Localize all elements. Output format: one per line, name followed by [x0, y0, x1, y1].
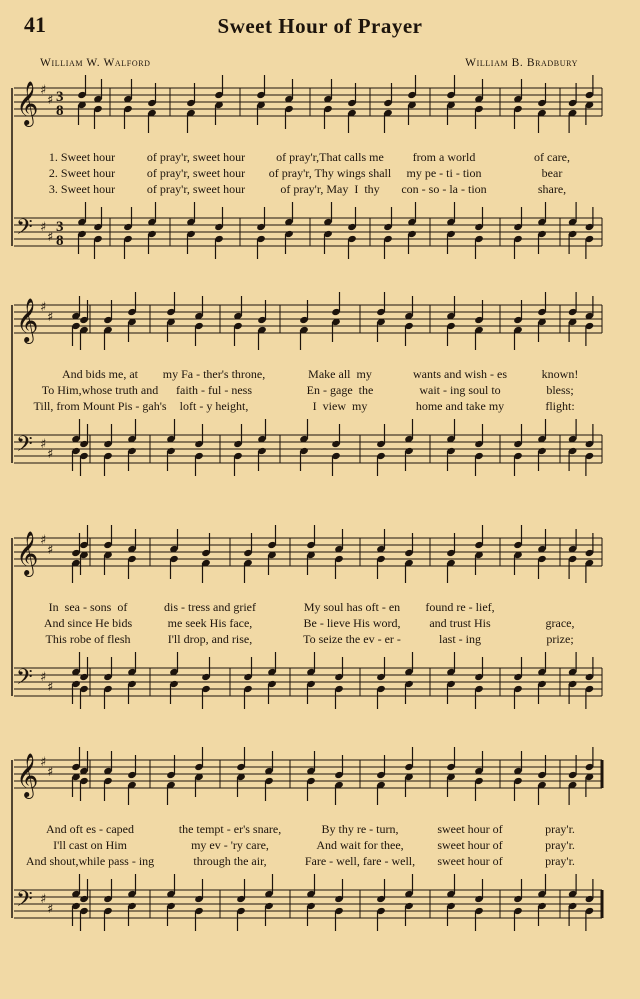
- lyric-segment: of pray'r, Thy wings shall: [268, 166, 392, 180]
- lyric-segment: home and take my: [415, 399, 505, 413]
- lyric-segment: This robe of flesh: [45, 632, 131, 646]
- lyric-segment: found re - lief,: [425, 600, 495, 614]
- lyric-segment: In sea - sons of: [48, 600, 128, 614]
- lyric-segment: wants and wish - es: [413, 367, 507, 381]
- bass-clef-icon: 𝄢: [16, 432, 33, 462]
- lyric-segment: To Him,whose truth and: [41, 383, 159, 397]
- lyric-segment: bear: [541, 166, 563, 180]
- treble-clef-icon: 𝄞: [16, 753, 39, 797]
- sharp-icon: ♯: [47, 543, 54, 558]
- lyric-segment: pray'r.: [545, 838, 575, 852]
- lyric-segment: me seek His face,: [167, 616, 253, 630]
- lyric-segment: sweet hour of: [437, 838, 503, 852]
- lyric-segment: grace,: [545, 616, 575, 630]
- hymn-number: 41: [24, 12, 46, 37]
- lyric-segment: En - gage the: [306, 383, 374, 397]
- lyric-segment: I view my: [312, 399, 368, 413]
- time-signature-digit: 3: [56, 89, 64, 105]
- lyric-segment: And since He bids: [43, 616, 133, 630]
- lyric-segment: sweet hour of: [437, 854, 503, 868]
- lyric-segment: dis - tress and grief: [164, 600, 256, 614]
- lyric-segment: Till, from Mount Pis - gah's: [33, 399, 167, 413]
- lyric-segment: con - so - la - tion: [401, 182, 487, 196]
- sharp-icon: ♯: [47, 230, 54, 245]
- lyric-segment: my pe - ti - tion: [406, 166, 482, 180]
- lyric-segment: my ev - 'ry care,: [191, 838, 269, 852]
- sharp-icon: ♯: [40, 437, 47, 452]
- sharp-icon: ♯: [47, 765, 54, 780]
- treble-clef-icon: 𝄞: [16, 298, 39, 342]
- lyric-segment: And bids me, at: [62, 367, 138, 381]
- bass-clef-icon: 𝄢: [16, 887, 33, 917]
- lyric-segment: To seize the ev - er -: [303, 632, 401, 646]
- lyric-segment: My soul has oft - en: [303, 600, 401, 614]
- lyric-segment: share,: [537, 182, 567, 196]
- lyric-segment: known!: [541, 367, 579, 381]
- lyric-segment: of care,: [534, 150, 570, 164]
- lyric-segment: through the air,: [193, 854, 267, 868]
- lyric-segment: last - ing: [439, 632, 481, 646]
- lyric-segment: wait - ing soul to: [419, 383, 501, 397]
- time-signature-digit: 8: [56, 233, 64, 249]
- lyric-segment: my Fa - ther's throne,: [162, 367, 266, 381]
- sharp-icon: ♯: [47, 310, 54, 325]
- sharp-icon: ♯: [47, 902, 54, 917]
- lyricist-credit: William W. Walford: [40, 57, 151, 69]
- time-signature-digit: 3: [56, 219, 64, 235]
- lyric-segment: from a world: [412, 150, 476, 164]
- sharp-icon: ♯: [40, 670, 47, 685]
- lyric-segment: prize;: [546, 632, 574, 646]
- lyric-segment: And shout,while pass - ing: [25, 854, 155, 868]
- lyric-segment: flight:: [545, 399, 575, 413]
- composer-credit: William B. Bradbury: [465, 57, 578, 69]
- lyric-segment: Fare - well, fare - well,: [304, 854, 416, 868]
- sharp-icon: ♯: [40, 300, 47, 315]
- lyric-segment: loft - y height,: [179, 399, 249, 413]
- lyric-segment: 2. Sweet hour: [48, 166, 116, 180]
- bass-clef-icon: 𝄢: [16, 665, 33, 695]
- bass-clef-icon: 𝄢: [16, 215, 33, 245]
- lyric-segment: of pray'r, sweet hour: [146, 182, 246, 196]
- lyric-segment: pray'r.: [545, 854, 575, 868]
- sharp-icon: ♯: [40, 892, 47, 907]
- lyric-segment: pray'r.: [545, 822, 575, 836]
- lyric-segment: By thy re - turn,: [321, 822, 399, 836]
- lyric-segment: sweet hour of: [437, 822, 503, 836]
- lyric-segment: Make all my: [308, 367, 372, 381]
- lyric-segment: I'll cast on Him: [53, 838, 127, 852]
- lyric-segment: of pray'r, sweet hour: [146, 166, 246, 180]
- lyric-segment: of pray'r, sweet hour: [146, 150, 246, 164]
- lyric-segment: of pray'r,That calls me: [276, 150, 384, 164]
- lyric-segment: the tempt - er's snare,: [178, 822, 282, 836]
- lyric-segment: of pray'r, May I thy: [280, 182, 380, 196]
- sharp-icon: ♯: [40, 220, 47, 235]
- time-signature-digit: 8: [56, 103, 64, 119]
- lyric-segment: faith - ful - ness: [176, 383, 252, 397]
- lyric-segment: 1. Sweet hour: [48, 150, 116, 164]
- lyric-segment: And wait for thee,: [316, 838, 404, 852]
- sharp-icon: ♯: [40, 755, 47, 770]
- hymn-title: Sweet Hour of Prayer: [217, 14, 423, 38]
- sharp-icon: ♯: [40, 533, 47, 548]
- lyric-segment: And oft es - caped: [46, 822, 134, 836]
- lyric-segment: bless;: [546, 383, 574, 397]
- sharp-icon: ♯: [40, 83, 47, 98]
- lyric-segment: I'll drop, and rise,: [167, 632, 253, 646]
- lyric-segment: and trust His: [429, 616, 491, 630]
- treble-clef-icon: 𝄞: [16, 531, 39, 575]
- lyric-segment: 3. Sweet hour: [48, 182, 116, 196]
- sharp-icon: ♯: [47, 93, 54, 108]
- sharp-icon: ♯: [47, 680, 54, 695]
- treble-clef-icon: 𝄞: [16, 81, 39, 125]
- lyric-segment: Be - lieve His word,: [303, 616, 401, 630]
- sharp-icon: ♯: [47, 447, 54, 462]
